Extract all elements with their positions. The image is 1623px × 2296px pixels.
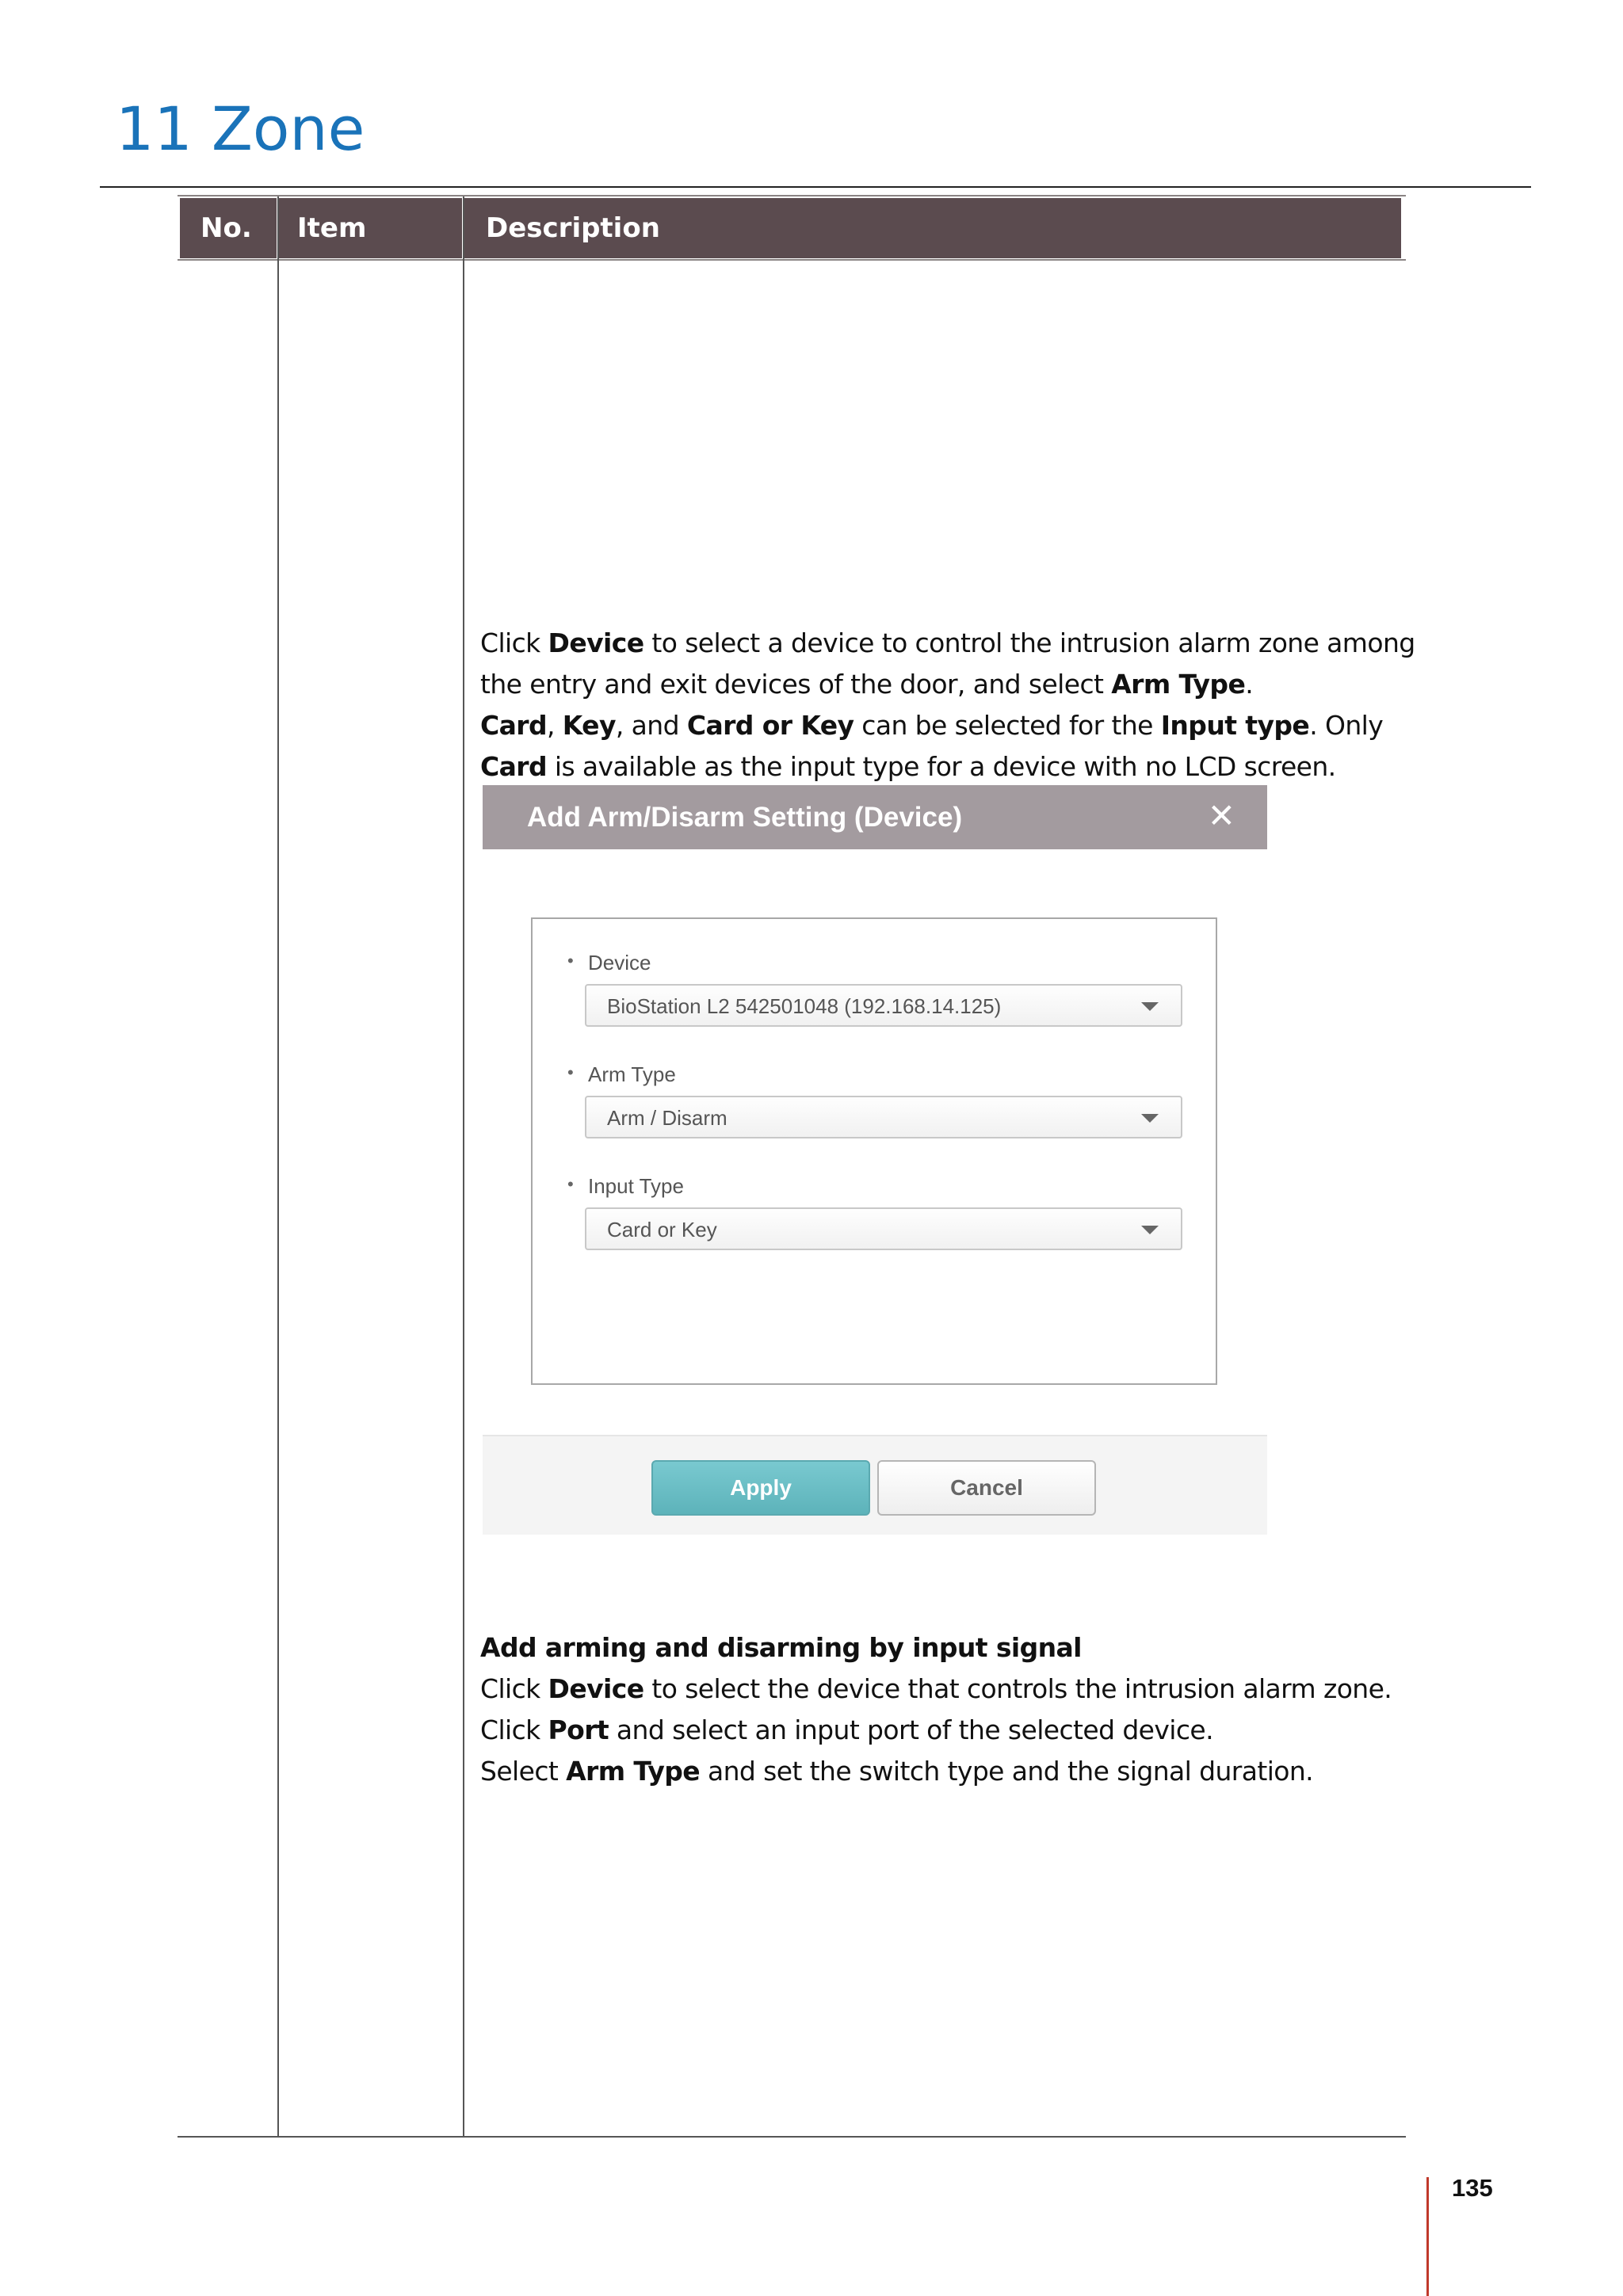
chevron-down-icon xyxy=(1141,1002,1159,1011)
text-run: the entry and exit devices of the door, and select xyxy=(480,669,1112,700)
column-header-no: No. xyxy=(200,212,252,244)
table-bottom-rule xyxy=(178,2136,1406,2138)
text-run: Click xyxy=(480,1714,548,1745)
bullet-icon: • xyxy=(567,1062,574,1082)
chevron-down-icon xyxy=(1141,1226,1159,1234)
close-icon[interactable]: ✕ xyxy=(1207,797,1235,834)
text-run: Device xyxy=(548,627,644,658)
page-title: 11 Zone xyxy=(116,93,365,164)
input-type-select[interactable] xyxy=(585,1207,1182,1250)
desc-line xyxy=(480,1710,1392,1751)
text-run: Device xyxy=(548,1673,644,1704)
dialog-form-panel xyxy=(531,917,1217,1385)
column-divider-no-item xyxy=(277,196,279,2138)
dialog-header xyxy=(483,785,1267,849)
dialog-title: Add Arm/Disarm Setting (Device) xyxy=(527,802,963,833)
cancel-button[interactable]: Cancel xyxy=(877,1460,1096,1516)
text-run: . xyxy=(1245,669,1254,700)
text-run: Card or Key xyxy=(686,710,854,741)
table-header-row xyxy=(180,198,1401,258)
text-run: , xyxy=(546,710,563,741)
description-paragraph-input-signal xyxy=(480,1627,1392,1792)
text-run: is available as the input type for a device with no LCD screen. xyxy=(546,751,1336,782)
bullet-icon: • xyxy=(567,1174,574,1194)
text-run: Card xyxy=(480,751,547,782)
text-run: Input type xyxy=(1160,710,1310,741)
text-run: Click xyxy=(480,1673,548,1704)
desc-line xyxy=(480,1751,1392,1792)
description-paragraph-device xyxy=(480,623,1415,788)
desc-line xyxy=(480,1627,1392,1669)
desc-line xyxy=(480,705,1415,746)
device-select-value: BioStation L2 542501048 (192.168.14.125) xyxy=(607,994,1002,1018)
input-type-select-value: Card or Key xyxy=(607,1218,717,1241)
arm-type-select[interactable] xyxy=(585,1096,1182,1138)
desc-line xyxy=(480,664,1415,705)
bullet-icon: • xyxy=(567,951,574,971)
page-number: 135 xyxy=(1452,2174,1493,2202)
text-run: . Only xyxy=(1309,710,1384,741)
text-run: Select xyxy=(480,1756,567,1787)
text-run: and set the switch type and the signal duration. xyxy=(700,1756,1314,1787)
column-divider-item-description xyxy=(463,196,464,2138)
column-header-description: Description xyxy=(486,212,660,244)
text-run: , and xyxy=(615,710,687,741)
text-run: to select a device to control the intrusion alarm zone among xyxy=(643,627,1415,658)
text-run: Click xyxy=(480,627,548,658)
text-run: Card xyxy=(480,710,547,741)
text-run: Add arming and disarming by input signal xyxy=(480,1632,1082,1663)
text-run: can be selected for the xyxy=(854,710,1161,741)
text-run: to select the device that controls the intrusion alarm zone. xyxy=(643,1673,1392,1704)
text-run: Key xyxy=(562,710,616,741)
desc-line xyxy=(480,1669,1392,1710)
column-header-item: Item xyxy=(297,212,367,244)
text-run: Port xyxy=(548,1714,609,1745)
desc-line xyxy=(480,746,1415,788)
desc-line xyxy=(480,623,1415,664)
input-type-label: Input Type xyxy=(588,1174,684,1198)
page-number-rule xyxy=(1426,2177,1429,2296)
arm-type-label: Arm Type xyxy=(588,1062,676,1086)
device-label: Device xyxy=(588,951,651,974)
text-run: Arm Type xyxy=(566,1756,701,1787)
table-top-rule xyxy=(178,195,1406,196)
arm-type-select-value: Arm / Disarm xyxy=(607,1106,727,1130)
text-run: Arm Type xyxy=(1111,669,1246,700)
text-run: and select an input port of the selected device. xyxy=(609,1714,1214,1745)
dialog-footer xyxy=(483,1435,1267,1535)
device-select[interactable] xyxy=(585,984,1182,1027)
title-divider xyxy=(100,186,1531,188)
table-header-rule xyxy=(178,259,1406,261)
chevron-down-icon xyxy=(1141,1114,1159,1123)
apply-button[interactable]: Apply xyxy=(651,1460,870,1516)
